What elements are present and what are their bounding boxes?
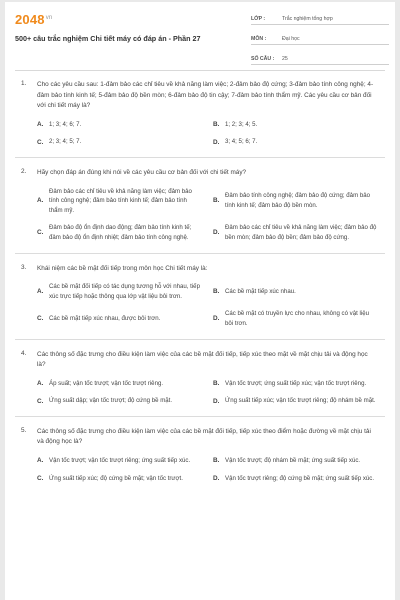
option-letter: A. bbox=[37, 379, 44, 387]
option-b[interactable] bbox=[213, 456, 377, 466]
option-text: 3; 4; 5; 6; 7. bbox=[225, 138, 258, 146]
option-text: 1; 2; 3; 4; 5. bbox=[225, 120, 258, 128]
meta-row-class bbox=[251, 11, 389, 25]
question-5 bbox=[5, 427, 395, 483]
option-text: Đảm bảo các chỉ tiêu về khả năng làm việc; đảm bảo độ bền mòn; đảm bảo độ bền; đảm bảo độ cứng. bbox=[225, 224, 377, 241]
logo-main: 2048 bbox=[15, 12, 45, 27]
answer-options bbox=[37, 282, 377, 328]
header-divider bbox=[15, 70, 385, 71]
question-divider bbox=[15, 339, 385, 340]
option-text: Đảm bảo các chỉ tiêu về khả năng làm việc; đảm bảo tính công nghệ; đảm bảo tính kinh tế; đảm bảo tính thẩm mỹ. bbox=[49, 187, 192, 214]
option-letter: B. bbox=[213, 121, 220, 129]
option-b[interactable] bbox=[213, 379, 377, 389]
option-letter: D. bbox=[213, 138, 220, 146]
option-letter: B. bbox=[213, 457, 220, 465]
option-text: Vận tốc trượt; ứng suất tiếp xúc; vận tốc trượt riêng. bbox=[225, 379, 367, 387]
option-letter: C. bbox=[37, 315, 44, 323]
option-letter: A. bbox=[37, 288, 44, 296]
option-b[interactable] bbox=[213, 187, 377, 216]
meta-value: Đại học bbox=[282, 36, 300, 42]
option-letter: C. bbox=[37, 138, 44, 146]
question-number: 4. bbox=[21, 349, 27, 357]
question-text: Hãy chọn đáp án đúng khi nói về các yêu cầu cơ bản đối với chi tiết máy? bbox=[37, 168, 247, 176]
answer-options bbox=[37, 187, 377, 243]
option-text: Các bề mặt tiếp xúc nhau. bbox=[225, 287, 296, 295]
option-text: Các bề mặt đối tiếp có tác dụng tương hỗ với nhau, tiếp xúc trực tiếp hoặc thông qua lớp vật liệu bôi trơn. bbox=[49, 283, 200, 300]
option-c[interactable] bbox=[37, 474, 201, 484]
document-page bbox=[5, 2, 395, 600]
question-list bbox=[5, 80, 395, 493]
option-c[interactable] bbox=[37, 309, 201, 328]
site-logo[interactable] bbox=[15, 12, 52, 27]
answer-options bbox=[37, 379, 377, 406]
option-a[interactable] bbox=[37, 282, 201, 301]
option-a[interactable] bbox=[37, 379, 201, 389]
meta-label: SỐ CÂU : bbox=[251, 56, 275, 62]
option-a[interactable] bbox=[37, 187, 201, 216]
question-number: 2. bbox=[21, 167, 27, 175]
option-letter: C. bbox=[37, 474, 44, 482]
question-divider bbox=[15, 416, 385, 417]
option-letter: D. bbox=[213, 474, 220, 482]
meta-row-count bbox=[251, 51, 389, 65]
page-title: 500+ câu trắc nghiệm Chi tiết máy có đáp án - Phần 27 bbox=[15, 34, 201, 43]
logo-suffix: vn bbox=[45, 14, 53, 21]
question-3 bbox=[5, 264, 395, 329]
option-text: 2; 3; 4; 5; 7. bbox=[49, 138, 82, 146]
option-a[interactable] bbox=[37, 120, 201, 130]
option-text: Áp suất; vận tốc trượt; vận tốc trượt riêng. bbox=[49, 379, 164, 387]
option-a[interactable] bbox=[37, 456, 201, 466]
question-number: 1. bbox=[21, 80, 27, 87]
option-text: Vận tốc trượt; vận tốc trượt riêng; ứng suất tiếp xúc. bbox=[49, 457, 191, 465]
option-d[interactable] bbox=[213, 474, 377, 484]
option-letter: A. bbox=[37, 121, 44, 129]
option-c[interactable] bbox=[37, 137, 201, 147]
option-letter: D. bbox=[213, 229, 220, 237]
option-text: Ứng suất dập; vận tốc trượt; độ cứng bề mặt. bbox=[49, 397, 173, 405]
option-c[interactable] bbox=[37, 223, 201, 242]
option-text: Các bề mặt có truyền lực cho nhau, không có vật liệu bôi trơn. bbox=[225, 310, 369, 327]
question-2 bbox=[5, 168, 395, 243]
option-d[interactable] bbox=[213, 309, 377, 328]
option-c[interactable] bbox=[37, 396, 201, 406]
option-b[interactable] bbox=[213, 282, 377, 301]
question-text: Các thông số đặc trưng cho điều kiện làm việc của các bề mặt đối tiếp, tiếp xúc theo điểm hoặc đường về mặt chịu tải và động học là? bbox=[37, 427, 371, 446]
question-number: 3. bbox=[21, 263, 27, 271]
document-meta bbox=[251, 11, 389, 71]
option-letter: D. bbox=[213, 315, 220, 323]
meta-label: MÔN : bbox=[251, 36, 267, 42]
answer-options bbox=[37, 456, 377, 483]
option-letter: D. bbox=[213, 397, 220, 405]
option-d[interactable] bbox=[213, 223, 377, 242]
question-text: Các thông số đặc trưng cho điều kiện làm việc của các bề mặt đối tiếp, tiếp xúc theo mặt về mặt chịu tải và động học là? bbox=[37, 350, 368, 369]
option-text: Vận tốc trượt riêng; độ cứng bề mặt; ứng suất tiếp xúc. bbox=[225, 474, 375, 482]
option-letter: A. bbox=[37, 457, 44, 465]
option-text: 1; 3; 4; 6; 7. bbox=[49, 120, 82, 128]
option-text: Đảm bảo độ ổn định dao động; đảm bảo tính kinh tế; đảm bảo độ ổn định nhiệt; đảm bảo tính công nghệ. bbox=[49, 224, 192, 241]
option-letter: C. bbox=[37, 397, 44, 405]
option-text: Các bề mặt tiếp xúc nhau, được bôi trơn. bbox=[49, 315, 161, 323]
option-text: Đảm bảo tính công nghệ; đảm bảo độ cứng; đảm bảo tính kinh tế; đảm bảo độ bền mòn. bbox=[225, 192, 371, 209]
question-text: Khái niệm các bề mặt đối tiếp trong môn học Chi tiết máy là: bbox=[37, 264, 208, 272]
option-letter: B. bbox=[213, 288, 220, 296]
question-1 bbox=[5, 80, 395, 147]
option-letter: B. bbox=[213, 379, 220, 387]
option-letter: A. bbox=[37, 197, 44, 205]
option-text: Ứng suất tiếp xúc; vận tốc trượt riêng; độ nhám bề mặt. bbox=[225, 397, 376, 405]
question-divider bbox=[15, 157, 385, 158]
option-d[interactable] bbox=[213, 396, 377, 406]
option-text: Vận tốc trượt; độ nhám bề mặt; ứng suất tiếp xúc. bbox=[225, 457, 361, 465]
meta-label: LỚP : bbox=[251, 16, 266, 22]
option-b[interactable] bbox=[213, 120, 377, 130]
meta-value: Trắc nghiệm tổng hợp bbox=[282, 16, 333, 22]
option-letter: B. bbox=[213, 197, 220, 205]
answer-options bbox=[37, 120, 377, 147]
question-divider bbox=[15, 253, 385, 254]
question-4 bbox=[5, 350, 395, 406]
option-text: Ứng suất tiếp xúc; độ cứng bề mặt; vận tốc trượt. bbox=[49, 474, 183, 482]
question-text: Cho các yêu cầu sau: 1-đảm bảo các chỉ tiêu về khả năng làm việc; 2-đảm bảo độ cứng; 3-đảm bảo tính công nghệ; 4-đảm bảo tính kinh tế; 5-đảm bảo độ bền mòn; 6-đảm bảo độ tin cậy; 7-đảm bảo tính thẩm mỹ. Các yêu cầu cơ bản đối với chi tiết máy là? bbox=[37, 81, 374, 110]
question-number: 5. bbox=[21, 426, 27, 434]
option-letter: C. bbox=[37, 229, 44, 237]
meta-value: 25 bbox=[282, 56, 288, 62]
meta-row-subject bbox=[251, 31, 389, 45]
document-header bbox=[5, 2, 395, 64]
option-d[interactable] bbox=[213, 137, 377, 147]
